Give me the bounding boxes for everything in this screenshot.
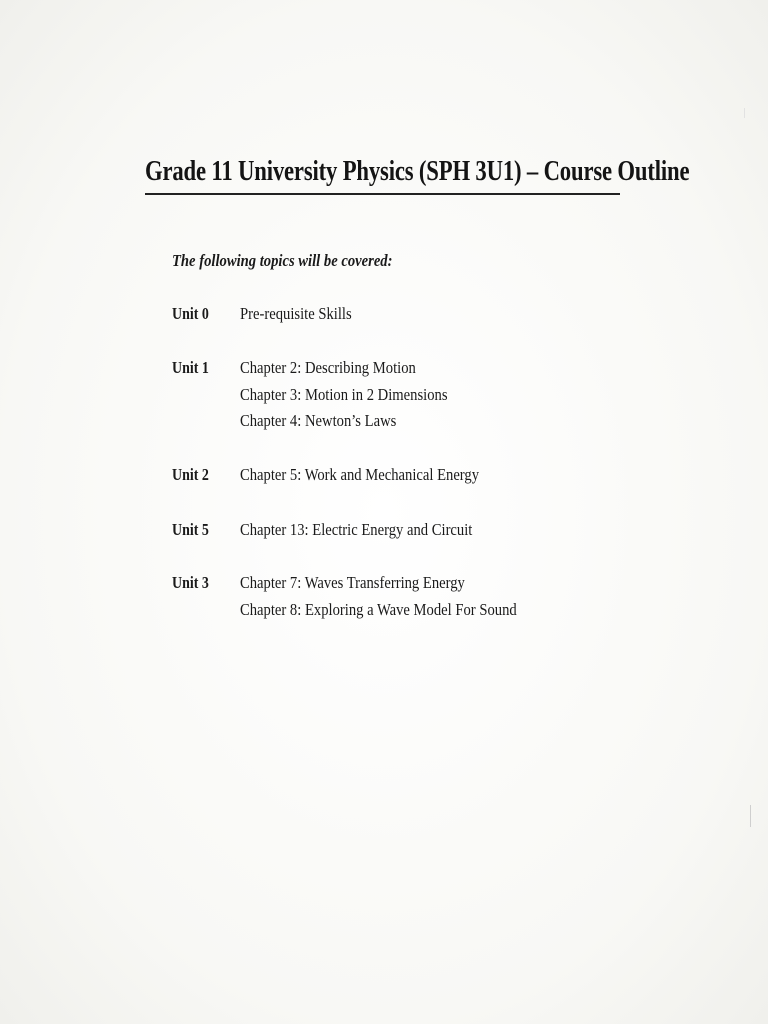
page-title: Grade 11 University Physics (SPH 3U1) – Course Outline — [145, 156, 690, 187]
unit-topic-list — [240, 301, 370, 328]
unit-topic-list — [240, 570, 562, 623]
unit-topic-list — [240, 462, 518, 489]
unit-topic: Chapter 8: Exploring a Wave Model For Sound — [240, 599, 517, 619]
scan-artifact — [750, 805, 751, 827]
unit-topic: Chapter 5: Work and Mechanical Energy — [240, 465, 480, 484]
unit-label: Unit 1 — [172, 358, 209, 377]
unit-label: Unit 5 — [172, 520, 209, 539]
unit-label: Unit 2 — [172, 465, 209, 484]
intro-text: The following topics will be covered: — [172, 251, 393, 270]
unit-topic: Chapter 13: Electric Energy and Circuit — [240, 520, 473, 539]
unit-topic-list — [240, 355, 481, 435]
unit-topic: Chapter 3: Motion in 2 Dimensions — [240, 384, 448, 404]
scan-artifact — [744, 108, 745, 118]
unit-topic-list — [240, 517, 510, 544]
unit-topic: Chapter 4: Newton’s Laws — [240, 411, 397, 430]
unit-label: Unit 0 — [172, 304, 209, 323]
unit-topic: Chapter 7: Waves Transferring Energy — [240, 573, 465, 592]
unit-topic: Pre-requisite Skills — [240, 304, 352, 323]
unit-topic: Chapter 2: Describing Motion — [240, 358, 416, 377]
unit-label: Unit 3 — [172, 573, 209, 592]
title-underline — [145, 193, 620, 195]
